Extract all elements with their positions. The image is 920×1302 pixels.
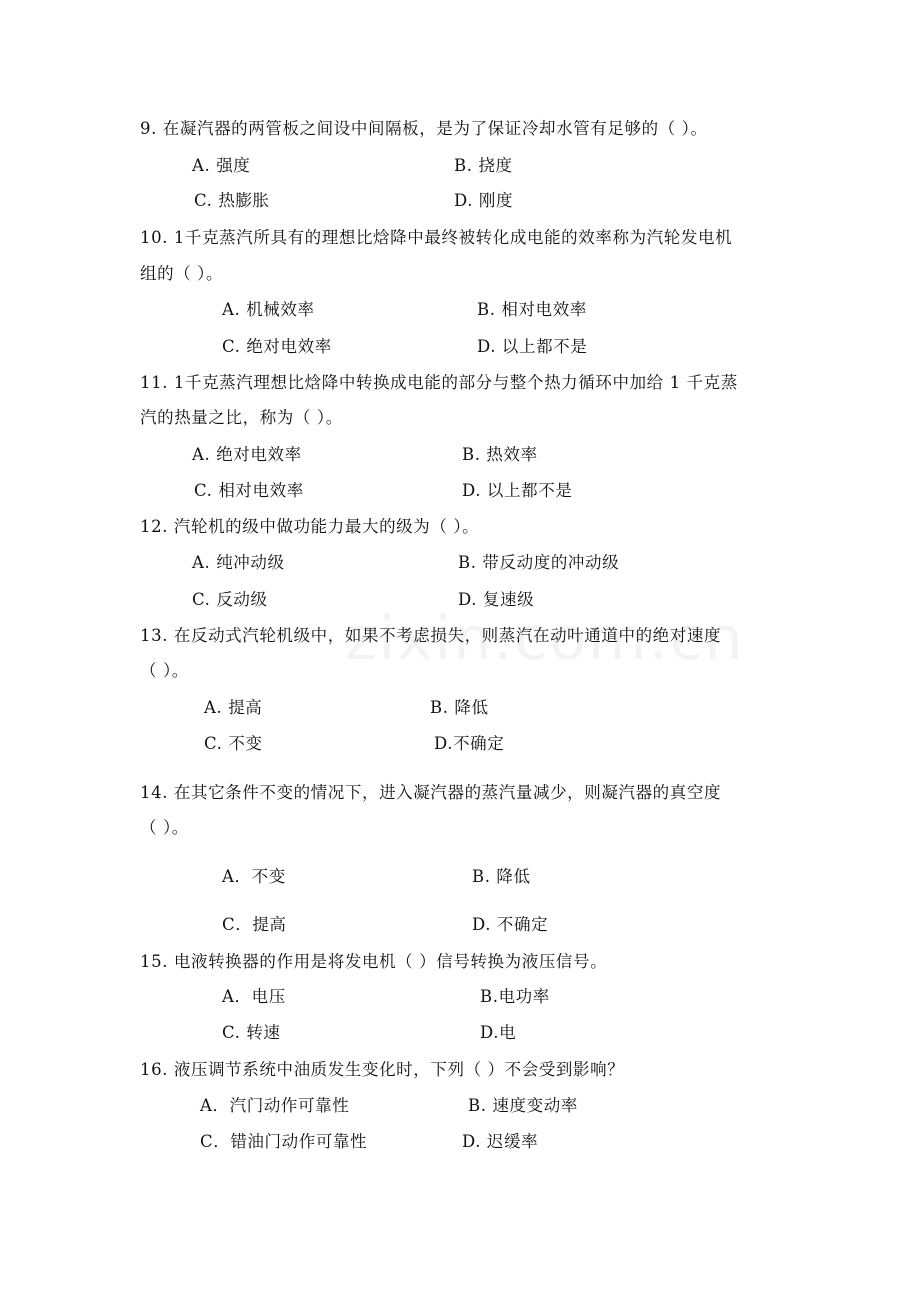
question-16-option-c: C．错油门动作可靠性 [200, 1132, 368, 1151]
question-16-option-d: D. 迟缓率 [462, 1132, 539, 1151]
question-10-option-a: A. 机械效率 [222, 300, 315, 319]
question-14-option-a: A．不变 [222, 867, 286, 886]
question-13-option-b: B. 降低 [430, 698, 489, 717]
question-16-stem: 16. 液压调节系统中油质发生变化时，下列（ ）不会受到影响？ [140, 1060, 625, 1079]
question-15-option-b: B.电功率 [480, 987, 550, 1006]
question-16-option-a: A．汽门动作可靠性 [200, 1096, 350, 1115]
question-13-option-a: A. 提高 [204, 698, 263, 717]
question-12-option-a: A. 纯冲动级 [192, 553, 285, 572]
question-11-stem-cont: 汽的热量之比，称为（ ）。 [140, 408, 343, 427]
question-14-option-d: D. 不确定 [472, 915, 549, 934]
question-13-option-c: C. 不变 [204, 734, 263, 753]
question-9-stem: 9. 在凝汽器的两管板之间设中间隔板，是为了保证冷却水管有足够的（ ）。 [140, 119, 708, 138]
question-10-stem: 10. 1千克蒸汽所具有的理想比焓降中最终被转化成电能的效率称为汽轮发电机 [140, 228, 733, 247]
question-14-option-b: B. 降低 [472, 867, 531, 886]
question-11-stem: 11. 1千克蒸汽理想比焓降中转换成电能的部分与整个热力循环中加给 1 千克蒸 [140, 373, 738, 392]
question-15-option-a: A．电压 [222, 987, 286, 1006]
question-12-option-c: C. 反动级 [192, 590, 268, 609]
question-11-option-d: D. 以上都不是 [462, 481, 573, 500]
question-16-option-b: B. 速度变动率 [468, 1096, 578, 1115]
question-9-option-c: C. 热膨胀 [194, 191, 270, 210]
question-13-stem-cont: （ ）。 [140, 661, 189, 680]
question-15-option-d: D.电 [480, 1023, 517, 1042]
question-13-stem: 13. 在反动式汽轮机级中，如果不考虑损失，则蒸汽在动叶通道中的绝对速度 [140, 626, 722, 645]
question-14-option-c: C．提高 [222, 915, 287, 934]
question-13-option-d: D.不确定 [434, 734, 505, 753]
question-12-stem: 12. 汽轮机的级中做功能力最大的级为（ ）。 [140, 517, 480, 536]
question-10-stem-cont: 组的（ ）。 [140, 264, 224, 283]
question-10-option-d: D. 以上都不是 [477, 337, 588, 356]
question-11-option-c: C. 相对电效率 [194, 481, 304, 500]
question-9-option-b: B. 挠度 [454, 156, 513, 175]
question-10-option-b: B. 相对电效率 [477, 300, 587, 319]
question-14-stem: 14. 在其它条件不变的情况下，进入凝汽器的蒸汽量减少，则凝汽器的真空度 [140, 783, 722, 802]
question-12-option-d: D. 复速级 [458, 590, 535, 609]
question-10-option-c: C. 绝对电效率 [222, 337, 332, 356]
question-15-option-c: C. 转速 [222, 1023, 281, 1042]
question-12-option-b: B. 带反动度的冲动级 [458, 553, 620, 572]
question-9-option-a: A. 强度 [192, 156, 251, 175]
question-11-option-a: A. 绝对电效率 [192, 445, 302, 464]
question-9-option-d: D. 刚度 [454, 191, 514, 210]
question-11-option-b: B. 热效率 [462, 445, 538, 464]
question-14-stem-cont: （ ）。 [140, 818, 189, 837]
question-15-stem: 15. 电液转换器的作用是将发电机（ ）信号转换为液压信号。 [140, 952, 608, 971]
